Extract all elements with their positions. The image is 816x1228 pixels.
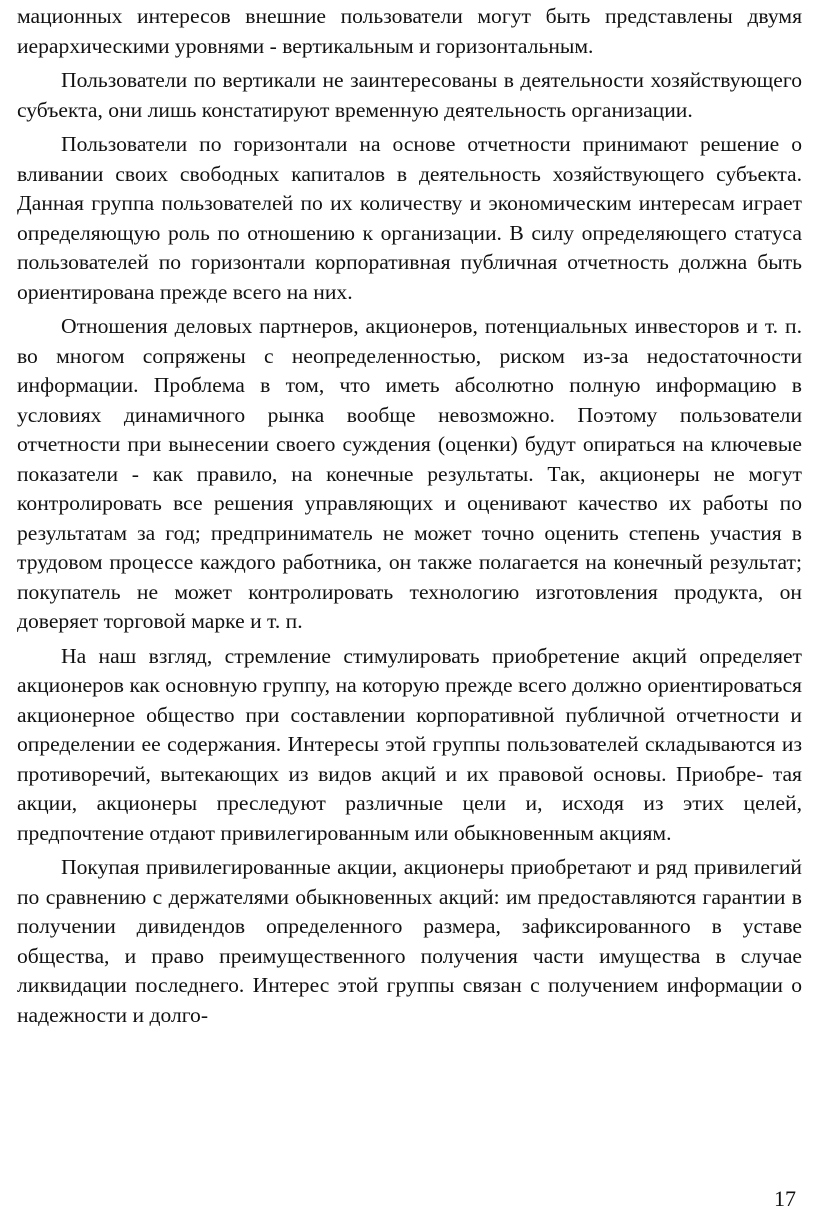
paragraph-continued: мационных интересов внешние пользователи могут быть представлены двумя иерархическими уровнями - вертикальным и горизонтальным. <box>17 4 802 58</box>
paragraph-shareholders: На наш взгляд, стремление стимулировать приобретение акций определяет акционеров как основную группу, на которую прежде всего должно ориентироваться акционерное общество при составлении корпоративной публичной отчетности и определении ее содержания. Интересы этой группы пользователей складываются из противоречий, вытекающих из видов акций и их правовой основы. Приобре- тая акции, акционеры преследуют различные цели и, исходя из этих целей, предпочтение отдают привилегированным или обыкновенным акциям. <box>17 643 802 845</box>
paragraph-horizontal-users: Пользователи по горизонтали на основе отчетности принимают решение о вливании своих свободных капиталов в деятельность хозяйствующего субъекта. Данная группа пользователей по их количеству и экономическим интересам играет определяющую роль по отношению к организации. В силу определяющего статуса пользователей по горизонтали корпоративная публичная отчетность должна быть ориентирована прежде всего на них. <box>17 132 802 304</box>
paragraph-vertical-users: Пользователи по вертикали не заинтересованы в деятельности хозяйствующего субъекта, они лишь констатируют временную деятельность организации. <box>17 68 802 122</box>
page-number: 17 <box>774 1186 796 1211</box>
paragraph-preferred-shares: Покупая привилегированные акции, акционеры приобретают и ряд привилегий по сравнению с держателями обыкновенных акций: им предоставляются гарантии в получении дивидендов определенного размера, зафиксированного в уставе общества, и право преимущественного получения части имущества в случае ликвидации последнего. Интерес этой группы связан с получением информации о надежности и долго- <box>17 855 802 1027</box>
paragraph-partner-relations: Отношения деловых партнеров, акционеров, потенциальных инвесторов и т. п. во многом сопряжены с неопределенностью, риском из-за недостаточности информации. Проблема в том, что иметь абсолютно полную информацию в условиях динамичного рынка вообще невозможно. Поэтому пользователи отчетности при вынесении своего суждения (оценки) будут опираться на ключевые показатели - как правило, на конечные результаты. Так, акционеры не могут контролировать все решения управляющих и оценивают качество их работы по результатам за год; предприниматель не может точно оценить степень участия в трудовом процессе каждого работника, он также полагается на конечный результат; покупатель не может контролировать технологию изготовления продукта, он доверяет торговой марке и т. п. <box>17 314 802 633</box>
page-body <box>17 2 802 1035</box>
